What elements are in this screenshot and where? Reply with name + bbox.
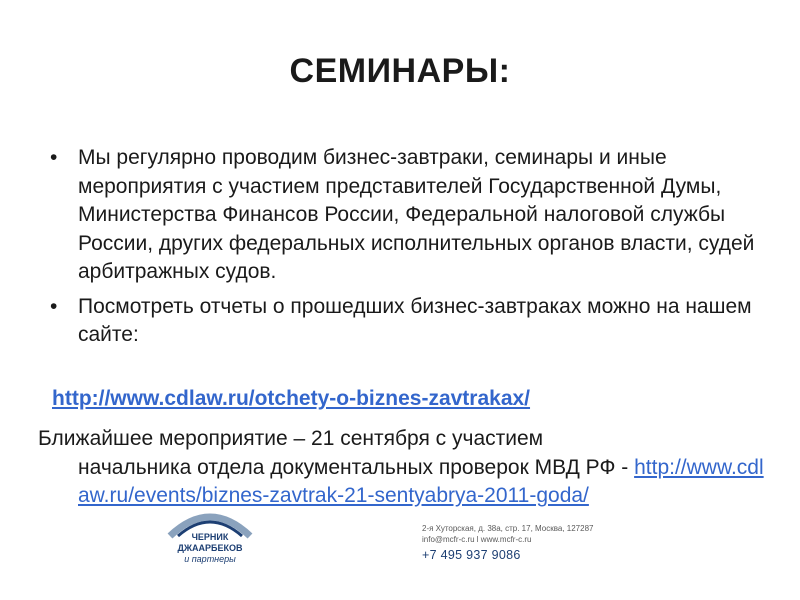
company-logo: [160, 500, 260, 580]
contact-block: [422, 524, 593, 545]
bullet-item: [40, 293, 770, 350]
next-event: [38, 425, 768, 511]
next-event-detail: [38, 454, 768, 511]
address-text: 2-я Хуторская, д. 38а, стр. 17, Москва, 127287: [422, 524, 594, 533]
logo-line: ЧЕРНИК: [191, 532, 229, 542]
logo-tagline: и партнеры: [184, 554, 236, 564]
bullet-text: Мы регулярно проводим бизнес-завтраки, семинары и иные мероприятия с участием представителей Государственной Думы, Министерства Финансов России, Федеральной налоговой службы России, других федеральных исполнительных органов власти, судей арбитражных судов.: [78, 146, 755, 283]
reports-link-line: [52, 385, 530, 413]
bullet-item: [40, 144, 770, 287]
logo-line: ДЖААРБЕКОВ: [177, 543, 243, 553]
bullet-text: Посмотреть отчеты о прошедших бизнес-завтраках можно на нашем сайте:: [78, 294, 752, 346]
bullet-dot: •: [50, 146, 58, 169]
web-contacts: info@mcfr-c.ru l www.mcfr-c.ru: [422, 534, 532, 544]
reports-link[interactable]: http://www.cdlaw.ru/otchety-o-biznes-zavtrakax/: [52, 387, 531, 410]
slide-title: СЕМИНАРЫ:: [289, 52, 511, 90]
event-link[interactable]: http://www.cdlaw.ru/events/biznes-zavtrak-21-sentyabrya-2011-goda/: [78, 455, 764, 507]
next-event-line: Ближайшее мероприятие – 21 сентября с участием: [38, 427, 544, 450]
bullet-list: [40, 144, 770, 356]
phone-number: +7 495 937 9086: [422, 548, 521, 562]
next-event-line: начальника отдела документальных проверок МВД РФ -: [78, 455, 629, 479]
bullet-dot: •: [50, 294, 58, 318]
